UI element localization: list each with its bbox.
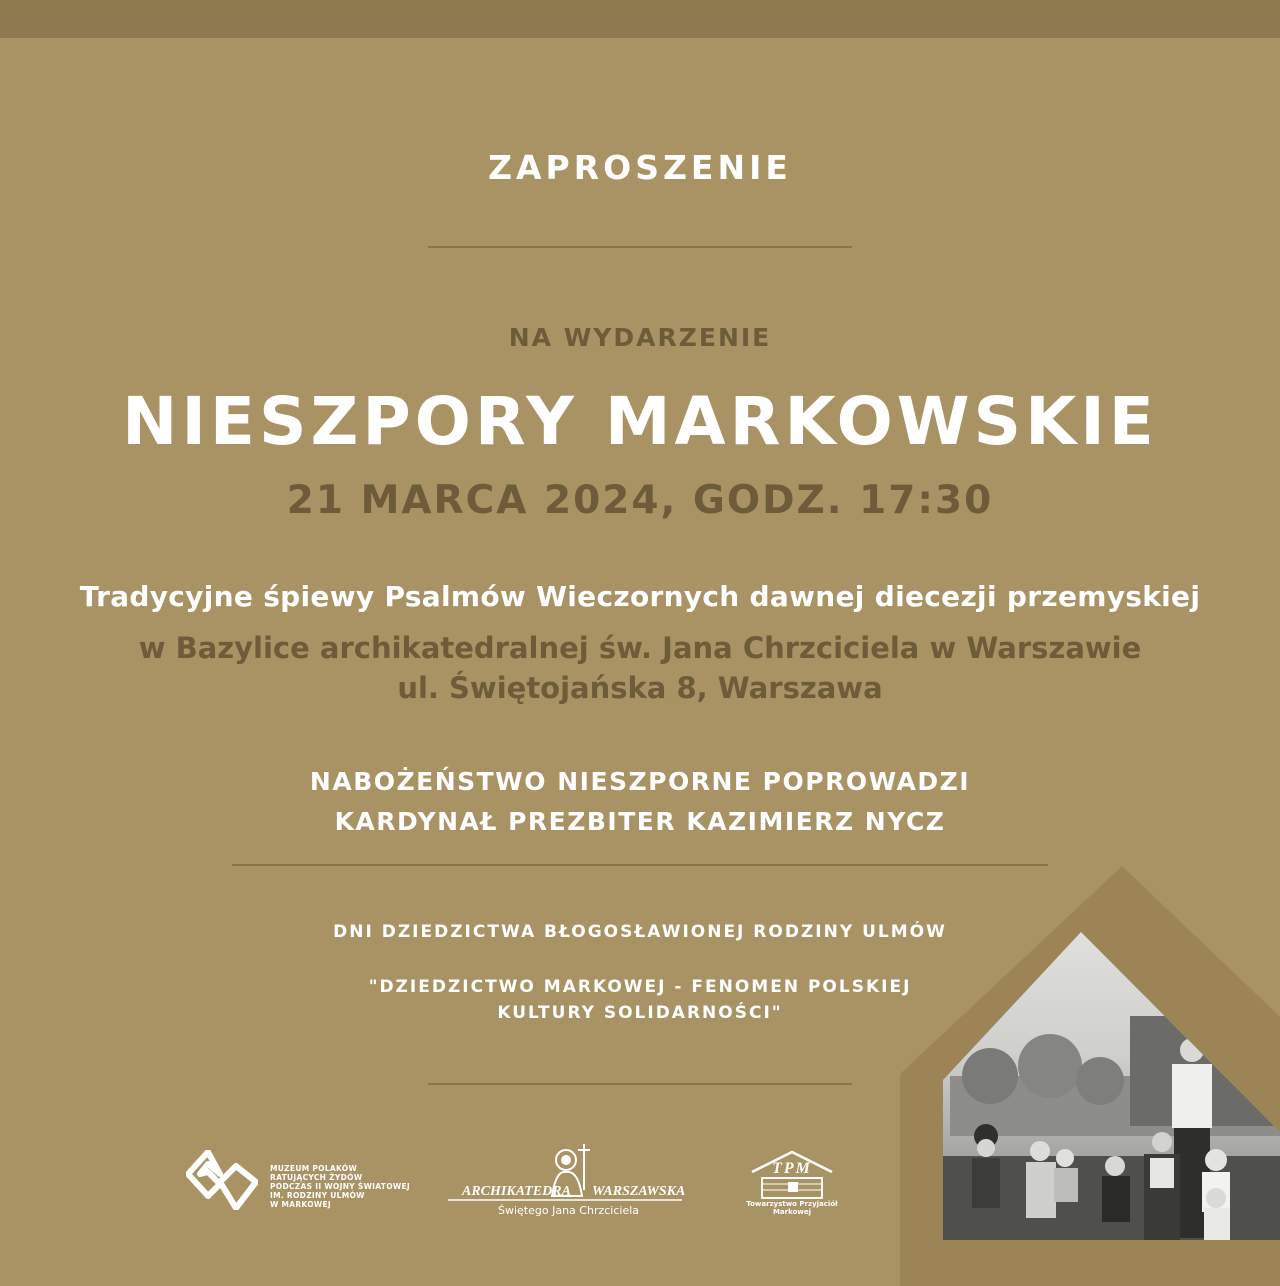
museum-logo[interactable] [186, 1150, 416, 1220]
invitation-heading: ZAPROSZENIE [488, 148, 792, 187]
event-description: Tradycyjne śpiewy Psalmów Wieczornych dawnej diecezji przemyskiej [79, 580, 1201, 613]
service-leader [0, 762, 1280, 842]
series-name: DNI DZIEDZICTWA BŁOGOSŁAWIONEJ RODZINY ULMÓW [333, 922, 947, 942]
top-bar [0, 0, 1280, 38]
leader-line-1: NABOŻEŃSTWO NIESZPORNE POPROWADZI [309, 767, 971, 796]
family-photo-frame [900, 866, 1280, 1286]
tpm-subtitle: Towarzystwo Przyjaciół Markowej [746, 1200, 838, 1216]
divider-bottom [428, 1083, 852, 1085]
theme-line-1: "DZIEDZICTWO MARKOWEJ - FENOMEN POLSKIEJ [368, 977, 912, 997]
tpm-logo[interactable] [744, 1150, 840, 1220]
theme-line-2: KULTURY SOLIDARNOŚCI" [497, 1003, 783, 1023]
museum-mark-icon [186, 1150, 258, 1210]
event-date: 21 MARCA 2024, GODZ. 17:30 [286, 478, 994, 523]
tpm-mark: TPM [772, 1160, 812, 1177]
event-title: NIESZPORY MARKOWSKIE [122, 383, 1158, 460]
archcathedral-name-right: WARSZAWSKA [592, 1184, 686, 1199]
event-subheading: NA WYDARZENIE [508, 323, 772, 352]
location-line-1: w Bazylice archikatedralnej św. Jana Chrzciciela w Warszawie [138, 631, 1142, 665]
archcathedral-subtitle: Świętego Jana Chrzciciela [498, 1204, 640, 1217]
leader-line-2: KARDYNAŁ PREZBITER KAZIMIERZ NYCZ [334, 807, 946, 836]
event-location [0, 628, 1280, 708]
museum-logo-text: MUZEUM POLAKÓW RATUJĄCYCH ŻYDÓW PODCZAS II WOJNY ŚWIATOWEJ IM. RODZINY ULMÓW W MARKOWEJ [270, 1164, 410, 1209]
archcathedral-name-left: ARCHIKATEDRA [462, 1184, 571, 1199]
location-line-2: ul. Świętojańska 8, Warszawa [397, 671, 883, 705]
archcathedral-logo[interactable] [448, 1140, 688, 1220]
divider-top [428, 246, 852, 248]
